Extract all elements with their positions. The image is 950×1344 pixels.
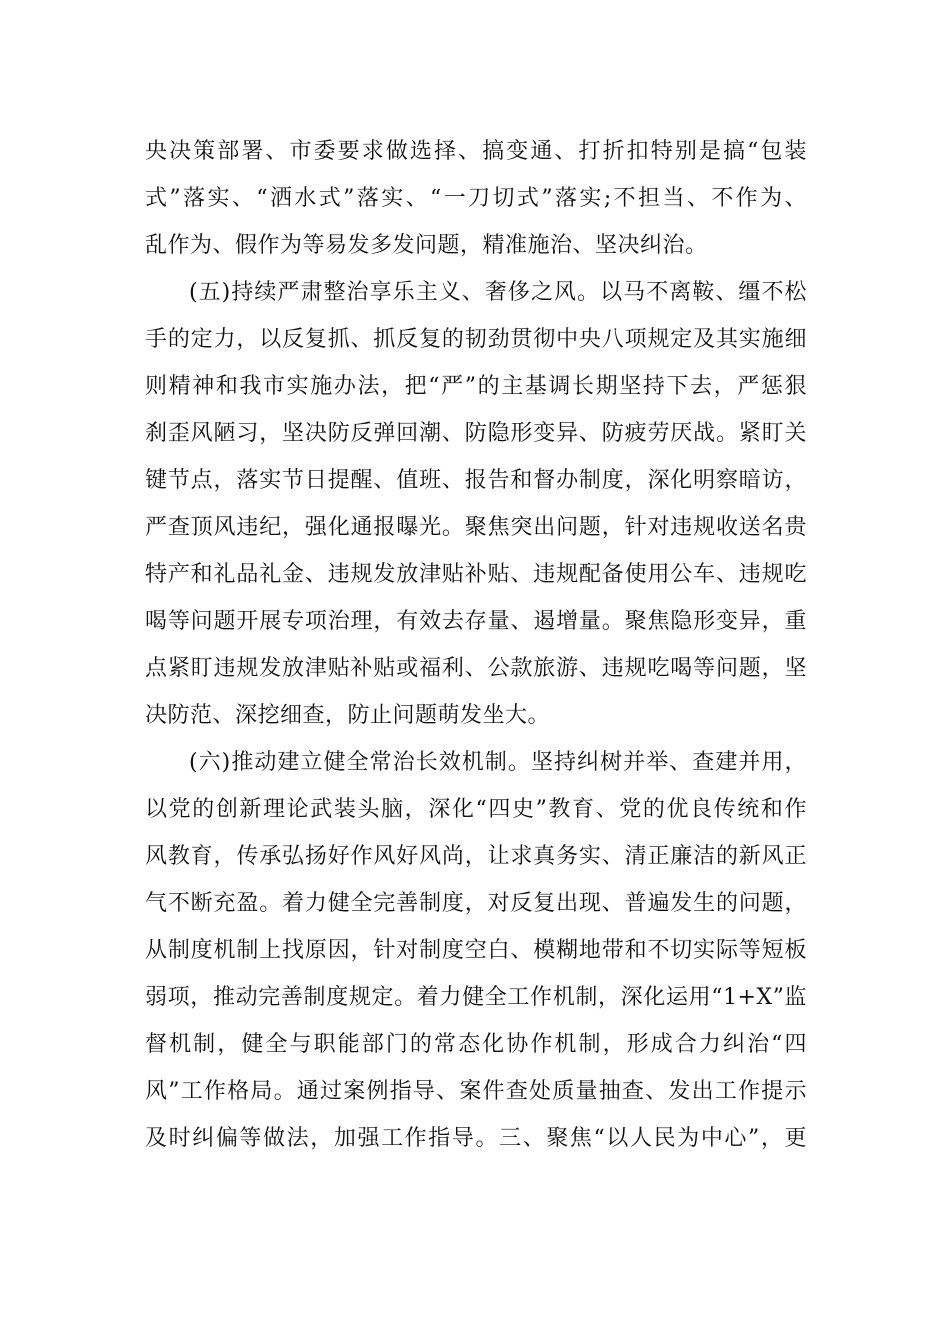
body-text xyxy=(145,128,807,1162)
text-line: 风”工作格局。通过案例指导、案件查处质量抽查、发出工作提示 xyxy=(145,1079,807,1104)
text-line: 决防范、深挖细查，防止问题萌发坐大。 xyxy=(145,703,551,728)
text-line: 特产和礼品礼金、违规发放津贴补贴、违规配备使用公车、违规吃 xyxy=(145,562,807,587)
paragraph-continued xyxy=(145,128,807,269)
text-line: 以党的创新理论武装头脑，深化“四史”教育、党的优良传统和作 xyxy=(145,797,807,822)
text-line: (五)持续严肃整治享乐主义、奢侈之风。以马不离鞍、缰不松 xyxy=(189,280,807,305)
text-line: 及时纠偏等做法，加强工作指导。三、聚焦“以人民为中心”，更 xyxy=(145,1126,807,1151)
text-line: 点紧盯违规发放津贴补贴或福利、公款旅游、违规吃喝等问题，坚 xyxy=(145,656,807,681)
text-line: 从制度机制上找原因，针对制度空白、模糊地带和不切实际等短板 xyxy=(145,938,807,963)
text-line: 严查顶风违纪，强化通报曝光。聚焦突出问题，针对违规收送名贵 xyxy=(145,515,807,540)
paragraph-five xyxy=(145,269,807,739)
text-line: 则精神和我市实施办法，把“严”的主基调长期坚持下去，严惩狠 xyxy=(145,374,807,399)
text-line: 督机制，健全与职能部门的常态化协作机制，形成合力纠治“四 xyxy=(145,1032,807,1057)
text-line: 刹歪风陋习，坚决防反弹回潮、防隐形变异、防疲劳厌战。紧盯关 xyxy=(145,421,807,446)
text-line: 键节点，落实节日提醒、值班、报告和督办制度，深化明察暗访， xyxy=(145,468,807,493)
text-line: 喝等问题开展专项治理，有效去存量、遏增量。聚焦隐形变异，重 xyxy=(145,609,807,634)
text-line: (六)推动建立健全常治长效机制。坚持纠树并举、查建并用， xyxy=(189,750,807,775)
text-line: 式”落实、“洒水式”落实、“一刀切式”落实;不担当、不作为、 xyxy=(145,186,807,211)
text-line: 弱项，推动完善制度规定。着力健全工作机制，深化运用“1+X”监 xyxy=(145,985,807,1010)
text-line: 风教育，传承弘扬好作风好风尚，让求真务实、清正廉洁的新风正 xyxy=(145,844,807,869)
text-line: 手的定力，以反复抓、抓反复的韧劲贯彻中央八项规定及其实施细 xyxy=(145,327,807,352)
paragraph-six xyxy=(145,739,807,1162)
text-line: 乱作为、假作为等易发多发问题，精准施治、坚决纠治。 xyxy=(145,233,708,258)
text-line: 央决策部署、市委要求做选择、搞变通、打折扣特别是搞“包装 xyxy=(145,139,807,164)
text-line: 气不断充盈。着力健全完善制度，对反复出现、普遍发生的问题， xyxy=(145,891,807,916)
